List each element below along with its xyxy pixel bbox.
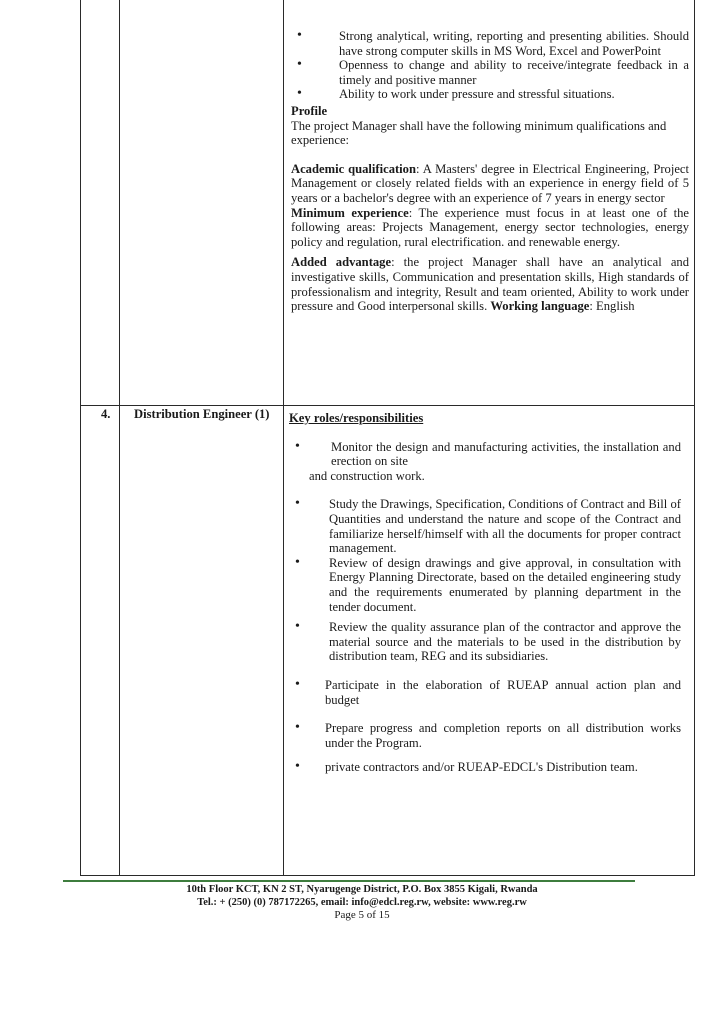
table-column-divider <box>119 0 120 876</box>
list-item: • Review the quality assurance plan of the contractor and approve the material source and the materials to be used in the distribution by distribution team, REG and its subsidiaries. <box>289 620 681 664</box>
row-number: 4. <box>101 407 111 421</box>
footer-address: 10th Floor KCT, KN 2 ST, Nyarugenge District, P.O. Box 3855 Kigali, Rwanda <box>186 884 538 895</box>
list-item: • Study the Drawings, Specification, Conditions of Contract and Bill of Quantities and understand the nature and scope of the Contract and familiarize herself/himself with all the documents for proper contract management. <box>289 497 681 555</box>
list-item: • Strong analytical, writing, reporting and presenting abilities. Should have strong computer skills in MS Word, Excel and PowerPoint <box>291 29 689 58</box>
list-item-continuation: and construction work. <box>309 468 425 483</box>
academic-qualification: Academic qualification: A Masters' degree in Electrical Engineering, Project Management or closely related fields with an experience in energy field of 5 years or a bachelor's degree with an experience of 7 years in energy sector <box>291 161 689 205</box>
list-item: • Prepare progress and completion reports on all distribution works under the Program. <box>289 721 681 750</box>
list-item: • Monitor the design and manufacturing activities, the installation and erection on site <box>289 440 681 469</box>
row3-details-cell <box>291 29 689 314</box>
added-advantage: Added advantage: the project Manager shall have an analytical and investigative skills, Communication and presentation skills, High standards of professionalism and integrity, Result and team oriented, Ability to work under pressure and Good interpersonal skills. Working language: English <box>291 255 690 314</box>
table-border-left <box>80 0 81 876</box>
position-title: Distribution Engineer (1) <box>134 407 270 421</box>
list-item: • Participate in the elaboration of RUEAP annual action plan and budget <box>289 678 681 707</box>
table-column-divider <box>283 0 284 876</box>
list-item: • Review of design drawings and give approval, in consultation with Energy Planning Directorate, based on the detailed engineering study and the requirements enumerated by planning department in the tender document. <box>289 556 681 614</box>
row4-details-cell <box>289 411 681 775</box>
profile-intro: The project Manager shall have the following minimum qualifications and experience: <box>291 118 667 148</box>
footer-rule <box>63 880 635 882</box>
list-item: • Ability to work under pressure and stressful situations. <box>291 87 689 102</box>
page-number: Page 5 of 15 <box>334 909 390 921</box>
minimum-experience: Minimum experience: The experience must focus in at least one of the following areas: Projects Management, energy sector technologies, energy policy and regulation, rural electrification. and renewable energy. <box>291 205 689 249</box>
footer-contact: Tel.: + (250) (0) 787172265, email: info@edcl.reg.rw, website: www.reg.rw <box>197 896 527 908</box>
key-roles-heading: Key roles/responsibilities <box>289 411 424 425</box>
table-border-bottom <box>80 875 695 876</box>
list-item: • Openness to change and ability to receive/integrate feedback in a timely and positive manner <box>291 58 689 87</box>
profile-heading: Profile <box>291 103 328 118</box>
footer <box>0 884 724 922</box>
table-border-right <box>694 0 695 876</box>
list-item: • private contractors and/or RUEAP-EDCL's Distribution team. <box>289 760 681 775</box>
table-row-divider <box>80 405 695 406</box>
